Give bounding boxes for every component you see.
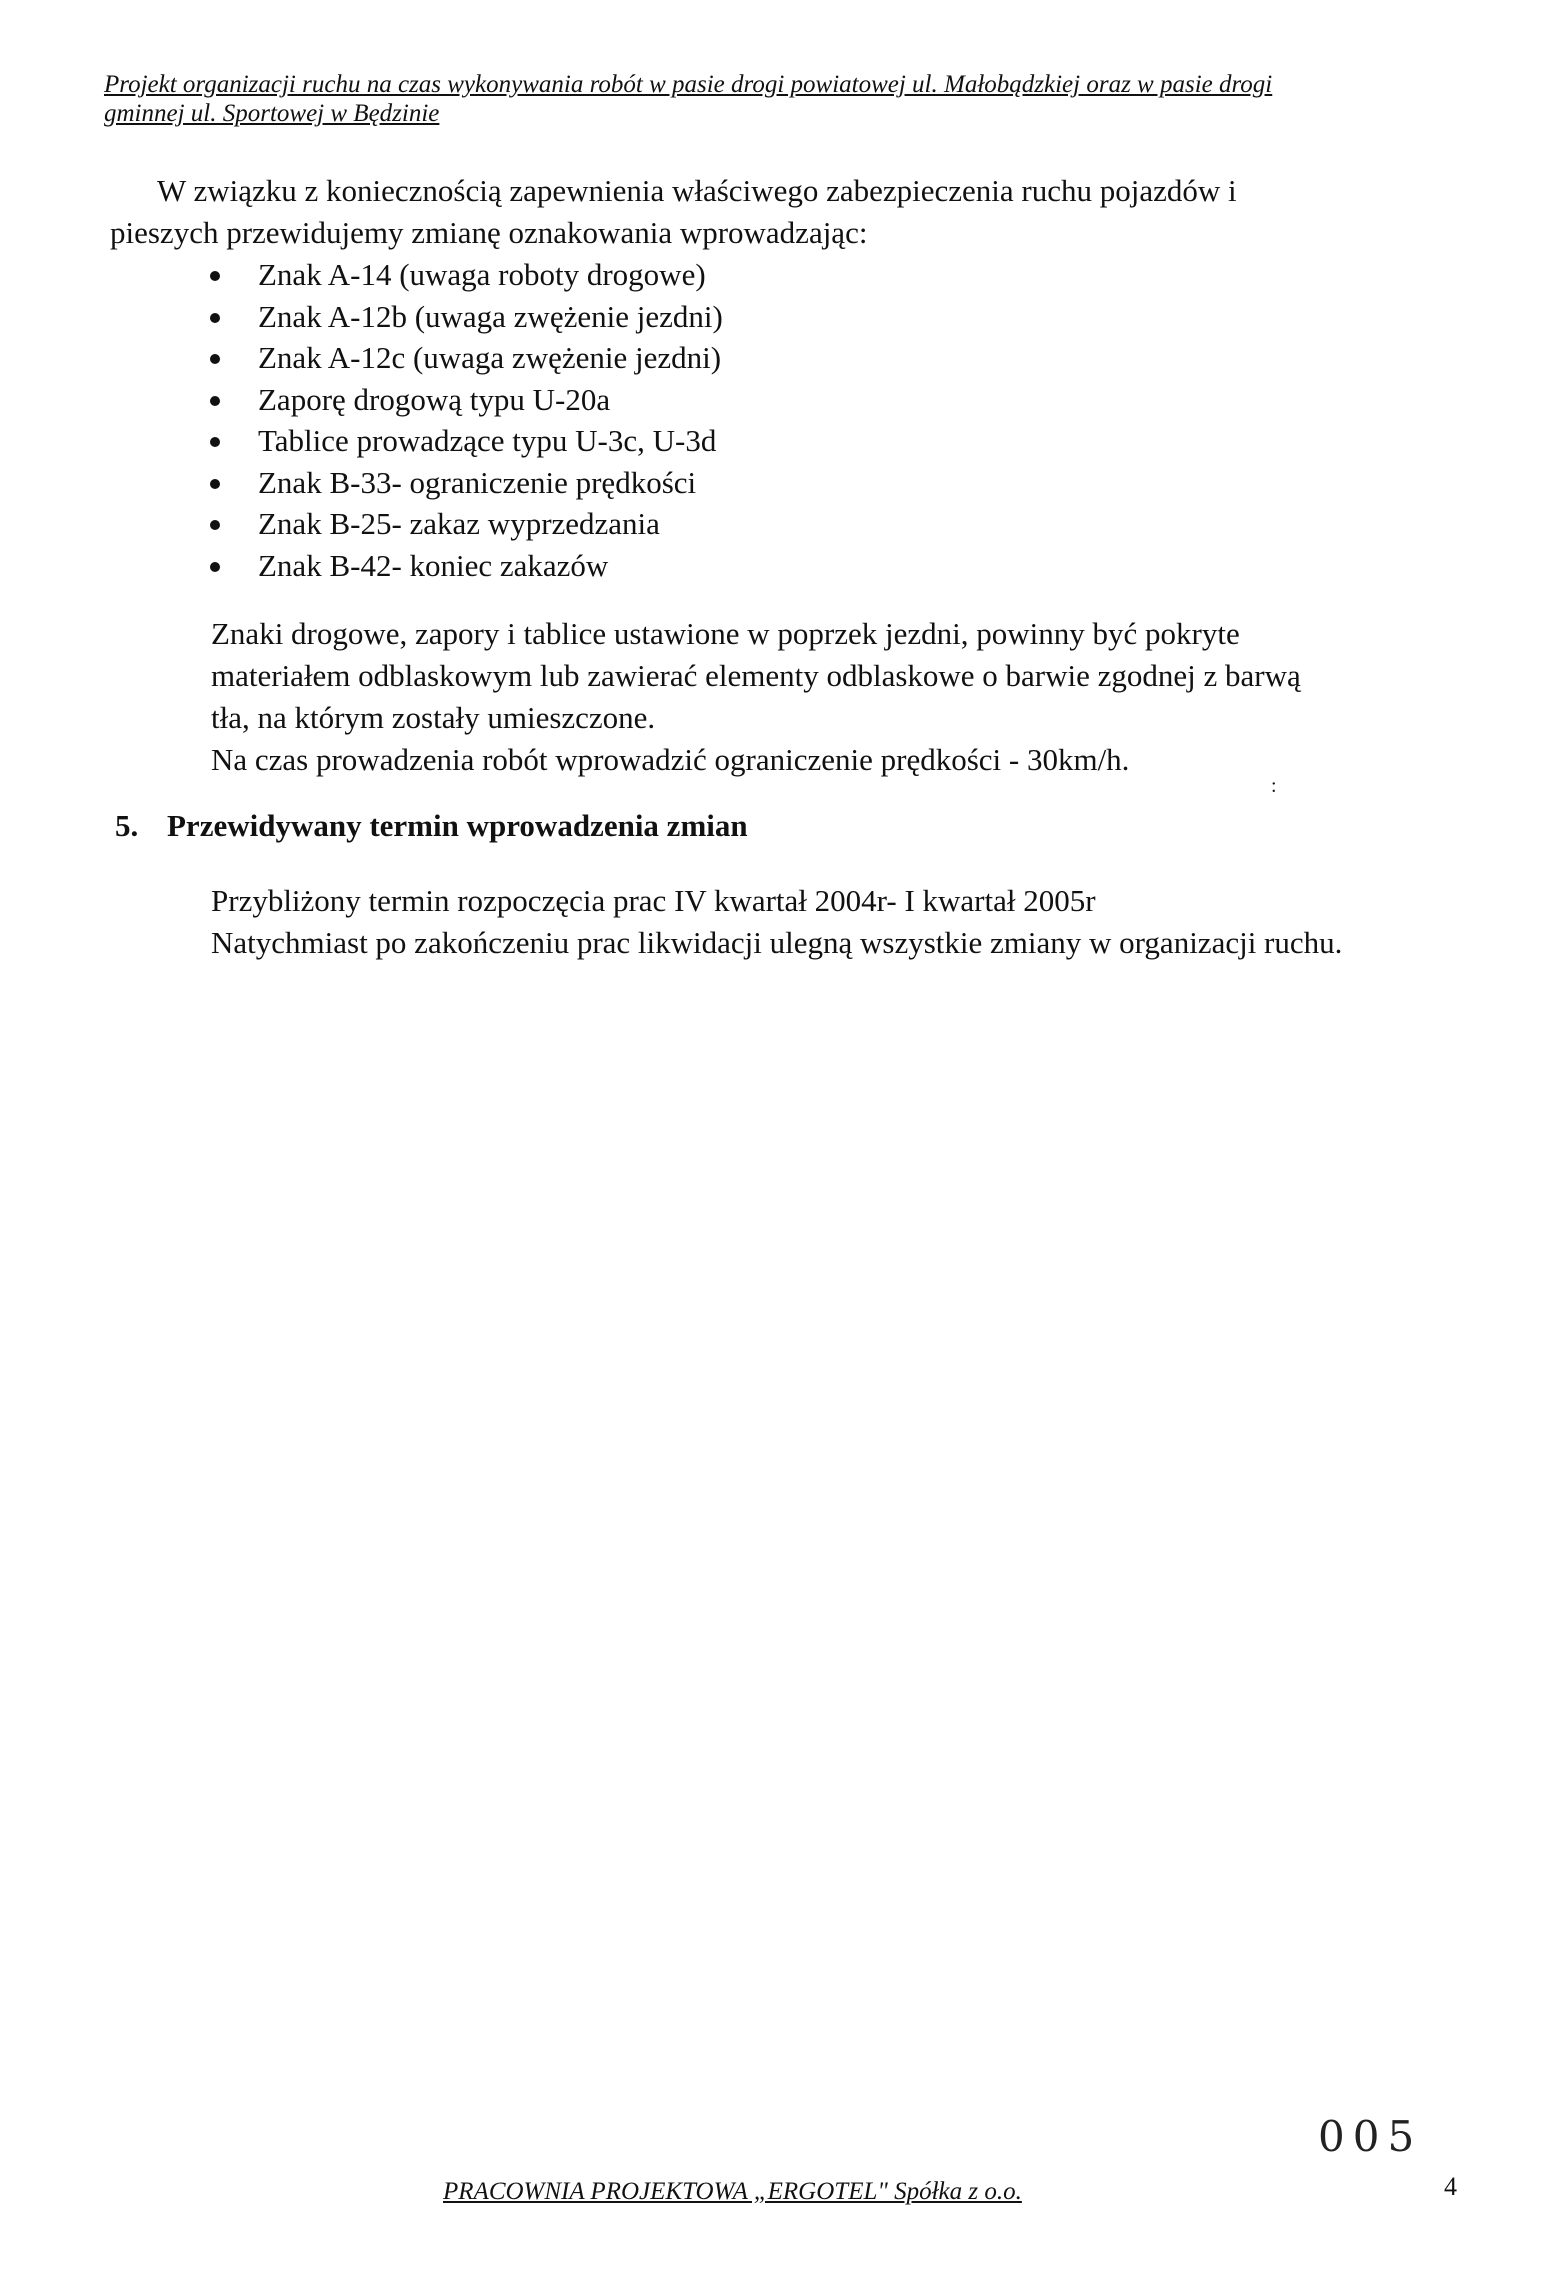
bullet-icon — [210, 354, 220, 364]
list-item-text: Znak B-25- zakaz wyprzedzania — [258, 506, 660, 541]
list-item — [200, 462, 723, 504]
list-item-text: Zaporę drogową typu U-20a — [258, 381, 611, 417]
header-line-1: Projekt organizacji ruchu na czas wykonywania robót w pasie drogi powiatowej ul. Małobądzkiej oraz w pasie drogi — [104, 71, 1273, 98]
section-line-1: Przybliżony termin rozpoczęcia prac IV kwartał 2004r- I kwartał 2005r — [211, 883, 1096, 918]
paragraph-line-3: tła, na którym zostały umieszczone. — [211, 700, 656, 735]
bullet-icon — [210, 271, 220, 281]
intro-line-1: W związku z koniecznością zapewnienia właściwego zabezpieczenia ruchu pojazdów i — [157, 173, 1237, 208]
section-body — [211, 880, 1461, 964]
paragraph-line-1: Znaki drogowe, zapory i tablice ustawione w poprzek jezdni, powinny być pokryte — [211, 616, 1240, 651]
page-header — [104, 70, 1434, 128]
list-item — [200, 503, 723, 545]
list-item-text: Tablice prowadzące typu U-3c, U-3d — [258, 423, 717, 458]
intro-line-2: pieszych przewidujemy zmianę oznakowania wprowadzając: — [110, 215, 868, 250]
section-number: 5. — [115, 808, 139, 843]
section-heading — [115, 808, 748, 844]
page-number: 4 — [1444, 2172, 1457, 2201]
sign-list — [200, 254, 723, 586]
list-item-text: Znak A-14 (uwaga roboty drogowe) — [258, 257, 706, 292]
stray-mark: : — [1271, 775, 1277, 797]
bullet-icon — [210, 437, 220, 447]
section-title: Przewidywany termin wprowadzenia zmian — [167, 808, 748, 843]
bullet-icon — [210, 520, 220, 530]
bullet-icon — [210, 396, 220, 406]
list-item-text: Znak A-12c (uwaga zwężenie jezdni) — [258, 340, 722, 375]
paragraph-line-2: materiałem odblaskowym lub zawierać elementy odblaskowe o barwie zgodnej z barwą — [211, 658, 1301, 693]
intro-paragraph — [110, 170, 1407, 254]
list-item-text: Znak B-42- koniec zakazów — [258, 547, 609, 583]
list-item — [200, 296, 723, 338]
page-footer: PRACOWNIA PROJEKTOWA „ERGOTEL" Spółka z o.o. — [443, 2178, 1022, 2205]
bullet-icon — [210, 313, 220, 323]
header-line-2: gminnej ul. Sportowej w Będzinie — [104, 100, 440, 127]
paragraph-line-4: Na czas prowadzenia robót wprowadzić ograniczenie prędkości - 30km/h. — [211, 742, 1130, 777]
reflective-materials-paragraph — [211, 613, 1441, 781]
list-item — [200, 420, 723, 462]
list-item — [200, 379, 723, 421]
bullet-icon — [210, 479, 220, 489]
list-item — [200, 254, 723, 296]
section-line-2: Natychmiast po zakończeniu prac likwidacji ulegną wszystkie zmiany w organizacji ruchu. — [211, 925, 1343, 960]
list-item-text: Znak A-12b (uwaga zwężenie jezdni) — [258, 298, 723, 334]
list-item — [200, 337, 723, 379]
bullet-icon — [210, 562, 220, 572]
list-item-text: Znak B-33- ograniczenie prędkości — [258, 464, 697, 500]
stamp-number: 005 — [1318, 2112, 1423, 2161]
list-item — [200, 545, 723, 587]
